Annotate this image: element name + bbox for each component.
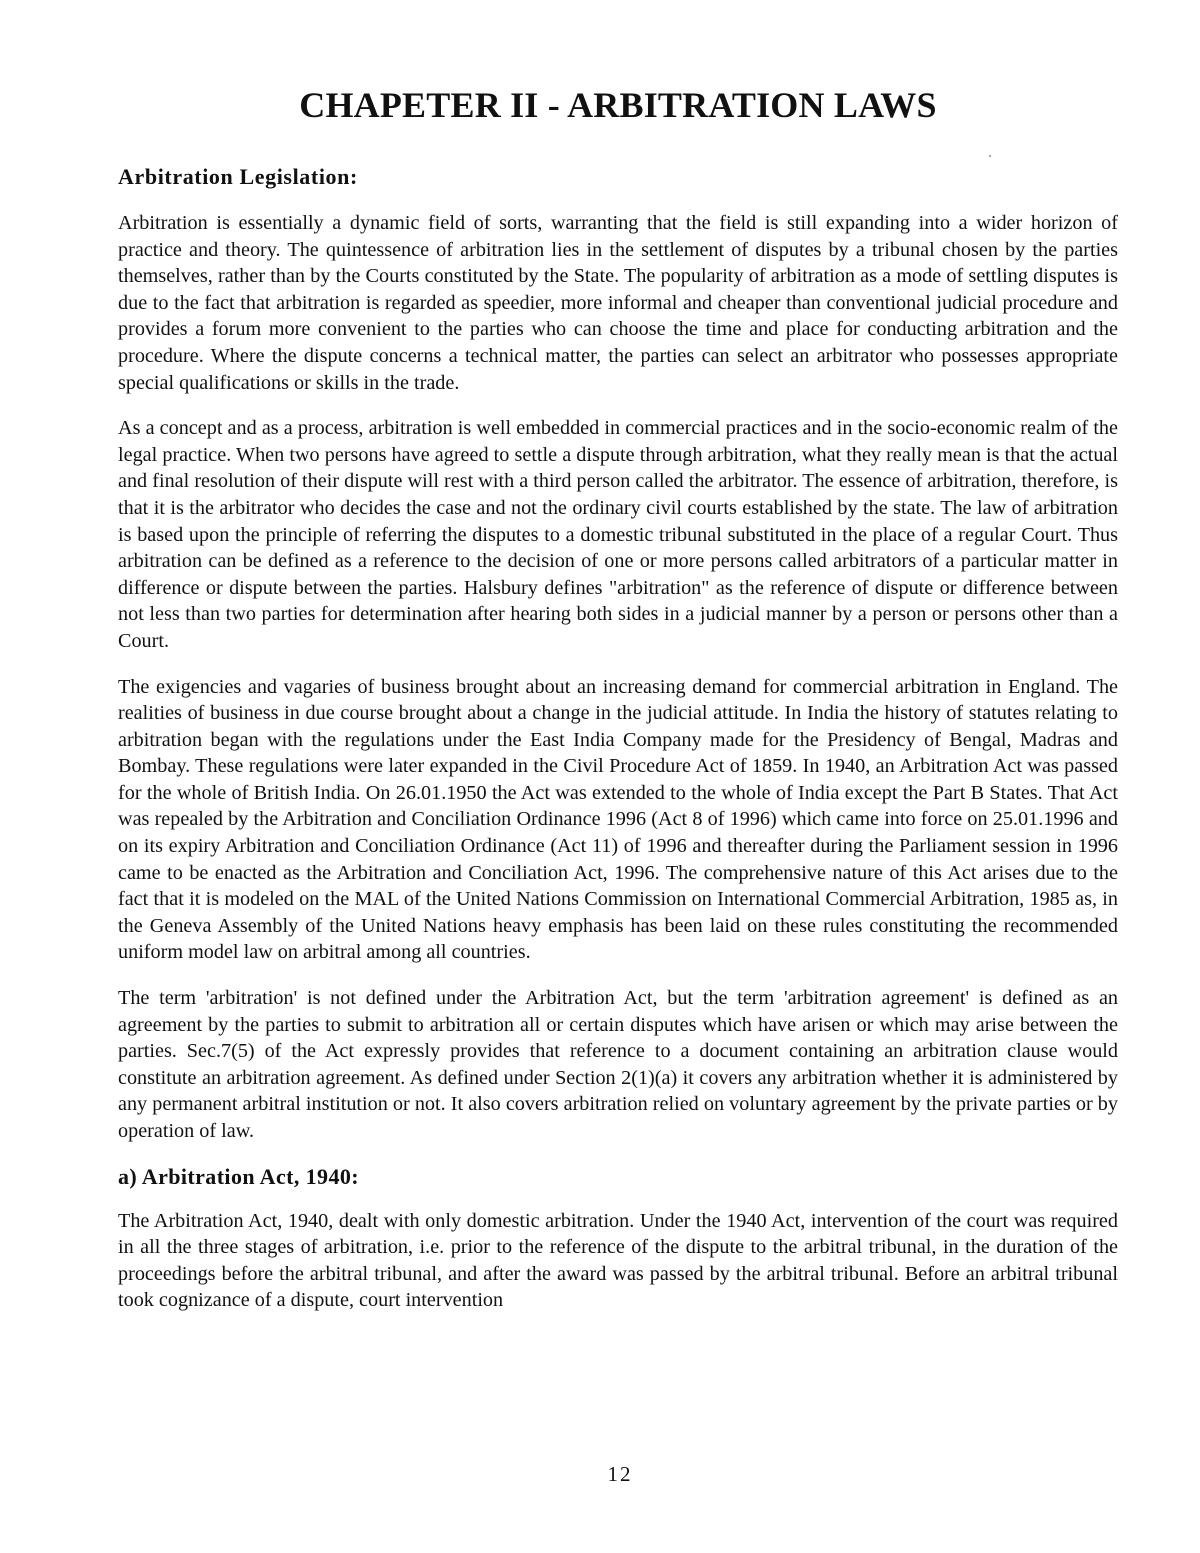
page-number: 12 <box>607 1462 633 1486</box>
scan-speck <box>989 155 991 157</box>
paragraph-5: The Arbitration Act, 1940, dealt with only domestic arbitration. Under the 1940 Act, intervention of the court was required in all the three stages of arbitration, i.e. prior to the reference of the dispute to the arbitral tribunal, in the duration of the proceedings before the arbitral tribunal, and after the award was passed by the arbitral tribunal. Before an arbitral tribunal took cognizance of a dispute, court intervention <box>118 1209 1118 1312</box>
paragraph-1: Arbitration is essentially a dynamic field of sorts, warranting that the field is still expanding into a wider horizon of practice and theory. The quintessence of arbitration lies in the settlement of disputes by a tribunal chosen by the parties themselves, rather than by the Courts constituted by the State. The popularity of arbitration as a mode of settling disputes is due to the fact that arbitration is regarded as speedier, more informal and cheaper than conventional judicial procedure and provides a forum more convenient to the parties who can choose the time and place for conducting arbitration and the procedure. Where the dispute concerns a technical matter, the parties can select an arbitrator who possesses appropriate special qualifications or skills in the trade. <box>118 212 1118 394</box>
paragraph-3: The exigencies and vagaries of business brought about an increasing demand for commercial arbitration in England. The realities of business in due course brought about a change in the judicial attitude. In India the history of statutes relating to arbitration began with the regulations under the East India Company made for the Presidency of Bengal, Madras and Bombay. These regulations were later expanded in the Civil Procedure Act of 1859. In 1940, an Arbitration Act was passed for the whole of British India. On 26.01.1950 the Act was extended to the whole of India except the Part B States. That Act was repealed by the Arbitration and Conciliation Ordinance 1996 (Act 8 of 1996) which came into force on 25.01.1996 and on its expiry Arbitration and Conciliation Ordinance (Act 11) of 1996 and thereafter during the Parliament session in 1996 came to be enacted as the Arbitration and Conciliation Act, 1996. The comprehensive nature of this Act arises due to the fact that it is modeled on the MAL of the United Nations Commission on International Commercial Arbitration, 1985 as, in the Geneva Assembly of the United Nations heavy emphasis has been laid on these rules constituting the recommended uniform model law on arbitral among all countries. <box>118 675 1118 964</box>
paragraph-4: The term 'arbitration' is not defined under the Arbitration Act, but the term 'arbitration agreement' is defined as an agreement by the parties to submit to arbitration all or certain disputes which have arisen or which may arise between the parties. Sec.7(5) of the Act expressly provides that reference to a document containing an arbitration clause would constitute an arbitration agreement. As defined under Section 2(1)(a) it covers any arbitration whether it is administered by any permanent arbitral institution or not. It also covers arbitration relied on voluntary agreement by the private parties or by operation of law. <box>118 987 1118 1142</box>
section-heading: Arbitration Legislation: <box>118 164 358 189</box>
subheading-arbitration-act-1940: a) Arbitration Act, 1940: <box>118 1163 359 1189</box>
paragraph-2: As a concept and as a process, arbitration is well embedded in commercial practices and in the socio-economic realm of the legal practice. When two persons have agreed to settle a dispute through arbitration, what they really mean is that the actual and final resolution of their dispute will rest with a third person called the arbitrator. The essence of arbitration, therefore, is that it is the arbitrator who decides the case and not the ordinary civil courts established by the state. The law of arbitration is based upon the principle of referring the disputes to a domestic tribunal substituted in the place of a regular Court. Thus arbitration can be defined as a reference to the decision of one or more persons called arbitrators of a particular matter in difference or dispute between the parties. Halsbury defines "arbitration" as the reference of dispute or difference between not less than two parties for determination after hearing both sides in a judicial manner by a person or persons other than a Court. <box>118 417 1118 652</box>
chapter-title: CHAPETER II - ARBITRATION LAWS <box>299 85 937 125</box>
document-page <box>118 84 1118 1333</box>
